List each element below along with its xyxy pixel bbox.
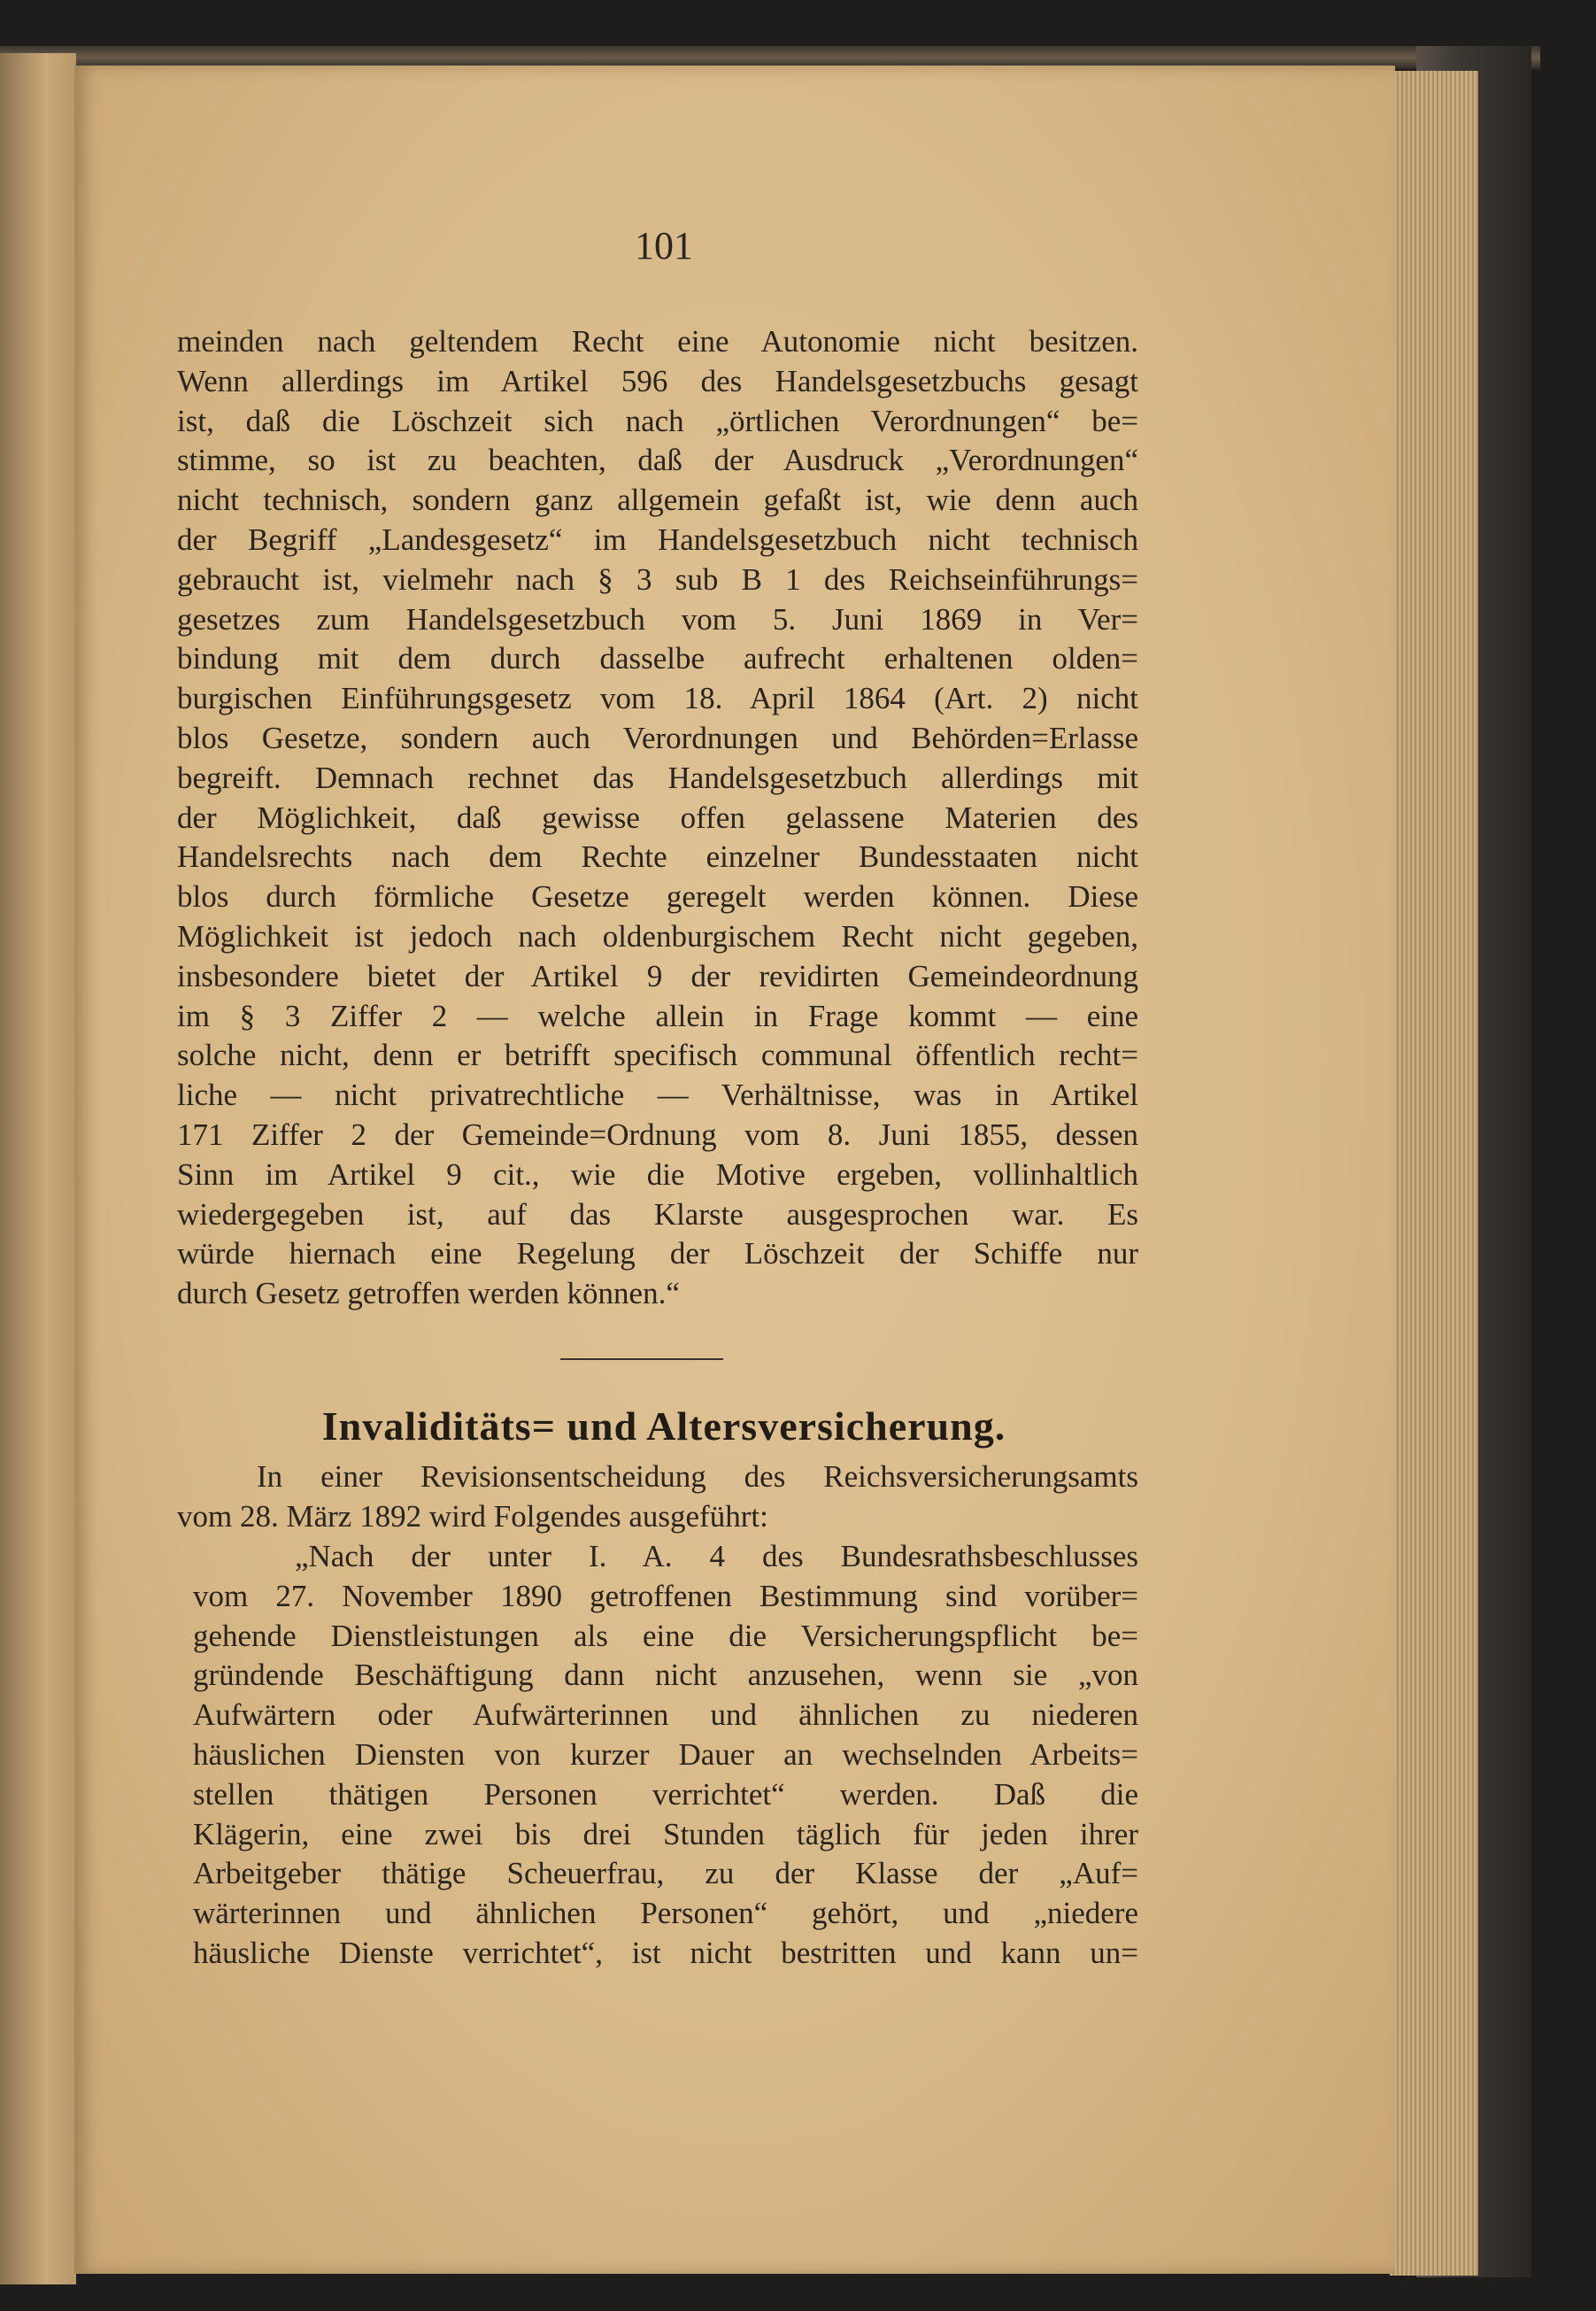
text-line: meinden nach geltendem Recht eine Autonomie nicht besitzen. <box>177 324 1138 359</box>
text-line: burgischen Einführungsgesetz vom 18. April 1864 (Art. 2) nicht <box>177 681 1138 716</box>
text-line: „Nach der unter I. A. 4 des Bundesrathsbeschlusses <box>295 1539 1138 1573</box>
text-line: Klägerin, eine zwei bis drei Stunden täglich für jeden ihrer <box>193 1816 1138 1851</box>
text-line: solche nicht, denn er betrifft specifisch communal öffentlich recht= <box>177 1038 1138 1073</box>
text-line: 171 Ziffer 2 der Gemeinde=Ordnung vom 8. Juni 1855, dessen <box>177 1117 1138 1152</box>
text-line: stellen thätigen Personen verrichtet“ werden. Daß die <box>193 1776 1138 1812</box>
text-line: Aufwärtern oder Aufwärterinnen und ähnlichen zu niederen <box>193 1697 1138 1733</box>
quoted-paragraph <box>193 1537 1138 1974</box>
paragraph-continuation <box>177 322 1138 1314</box>
text-line: bindung mit dem durch dasselbe aufrecht erhaltenen olden= <box>177 641 1138 676</box>
text-line: insbesondere bietet der Artikel 9 der revidirten Gemeindeordnung <box>177 958 1138 993</box>
text-line: der Möglichkeit, daß gewisse offen gelassene Materien des <box>177 800 1138 835</box>
text-line: begreift. Demnach rechnet das Handelsgesetzbuch allerdings mit <box>177 760 1138 795</box>
text-line: im § 3 Ziffer 2 — welche allein in Frage kommt — eine <box>177 998 1138 1033</box>
text-line: blos durch förmliche Gesetze geregelt werden können. Diese <box>177 879 1138 915</box>
page-stack-edges <box>1390 71 1478 2276</box>
text-line: würde hiernach eine Regelung der Löschzeit der Schiffe nur <box>177 1236 1138 1271</box>
text-line: gründende Beschäftigung dann nicht anzusehen, wenn sie „von <box>193 1658 1138 1693</box>
text-line: wärterinnen und ähnlichen Personen“ gehört, und „niedere <box>193 1896 1138 1931</box>
page-number: 101 <box>635 224 693 267</box>
text-line: gesetzes zum Handelsgesetzbuch vom 5. Juni 1869 in Ver= <box>177 601 1138 637</box>
text-line: Sinn im Artikel 9 cit., wie die Motive ergeben, vollinhaltlich <box>177 1156 1138 1192</box>
text-line: blos Gesetze, sondern auch Verordnungen und Behörden=Erlasse <box>177 720 1138 755</box>
text-line: liche — nicht privatrechtliche — Verhältnisse, was in Artikel <box>177 1078 1138 1113</box>
text-line: gehende Dienstleistungen als eine die Versicherungspflicht be= <box>193 1618 1138 1653</box>
text-line: wiedergegeben ist, auf das Klarste ausgesprochen war. Es <box>177 1196 1138 1232</box>
previous-page-edge <box>0 53 76 2284</box>
text-line: gebraucht ist, vielmehr nach § 3 sub B 1 des Reichseinführungs= <box>177 561 1138 597</box>
paragraph-intro <box>177 1457 1138 1537</box>
text-line: durch Gesetz getroffen werden können.“ <box>177 1276 680 1311</box>
text-line: häuslichen Diensten von kurzer Dauer an wechselnden Arbeits= <box>193 1736 1138 1772</box>
section-heading: Invaliditäts= und Altersversicherung. <box>321 1403 1006 1449</box>
text-line: Handelsrechts nach dem Rechte einzelner Bundesstaaten nicht <box>177 839 1138 875</box>
text-line: In einer Revisionsentscheidung des Reichsversicherungsamts <box>257 1459 1138 1494</box>
text-line: vom 28. März 1892 wird Folgendes ausgeführt: <box>177 1498 768 1534</box>
text-line: Wenn allerdings im Artikel 596 des Handelsgesetzbuchs gesagt <box>177 363 1138 398</box>
text-line: der Begriff „Landesgesetz“ im Handelsgesetzbuch nicht technisch <box>177 522 1138 557</box>
text-line: ist, daß die Löschzeit sich nach „örtlichen Verordnungen“ be= <box>177 403 1138 438</box>
text-line: häusliche Dienste verrichtet“, ist nicht bestritten und kann un= <box>193 1935 1138 1970</box>
text-line: nicht technisch, sondern ganz allgemein gefaßt ist, wie denn auch <box>177 483 1138 518</box>
section-divider <box>560 1358 723 1360</box>
text-line: stimme, so ist zu beachten, daß der Ausdruck „Verordnungen“ <box>177 443 1138 478</box>
text-line: Arbeitgeber thätige Scheuerfrau, zu der Klasse der „Auf= <box>193 1856 1138 1891</box>
text-line: vom 27. November 1890 getroffenen Bestimmung sind vorüber= <box>193 1578 1138 1613</box>
text-line: Möglichkeit ist jedoch nach oldenburgischem Recht nicht gegeben, <box>177 918 1138 954</box>
